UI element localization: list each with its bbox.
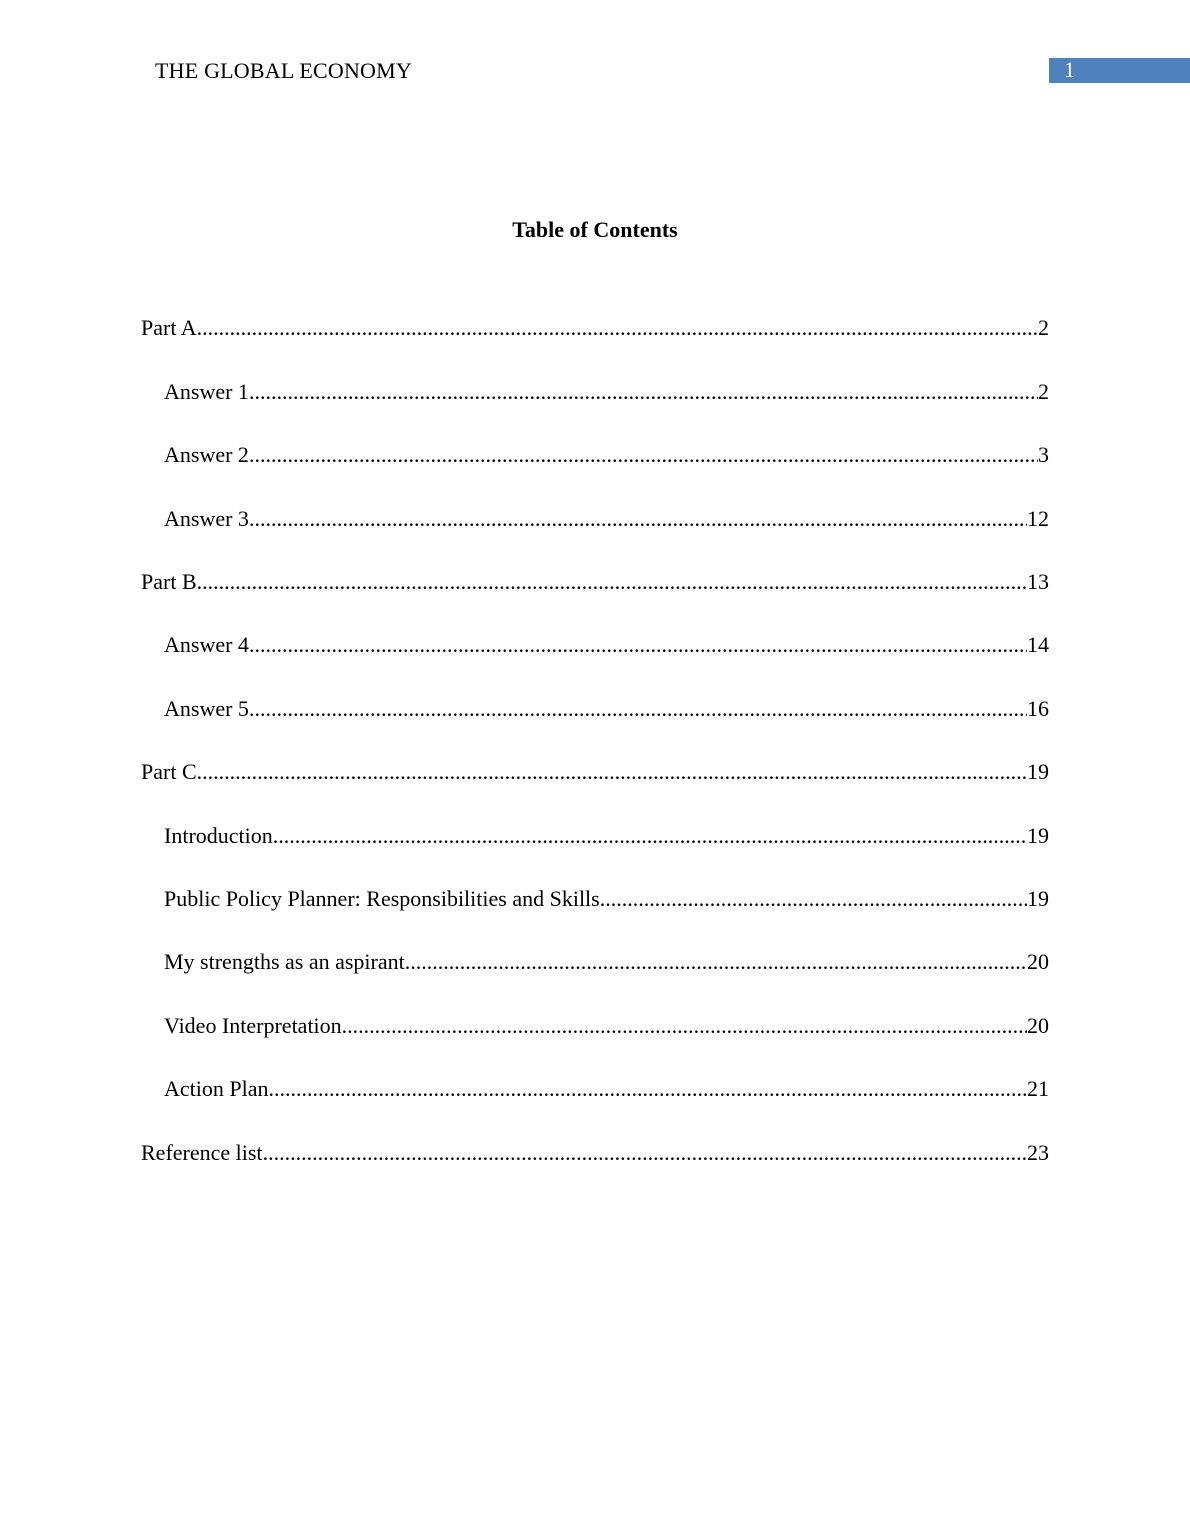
toc-entry-page: 21 [1027,1076,1049,1101]
toc-leader-dots [249,441,1038,469]
toc-leader-dots [269,1075,1028,1103]
toc-entry-page: 20 [1027,1013,1049,1038]
page-number-badge [1049,58,1190,83]
toc-entry-label: Reference list [141,1140,263,1165]
toc-entry-part-a[interactable] [141,314,1049,342]
toc-entry-introduction[interactable] [164,822,1049,850]
toc-entry-label: Part C [141,759,197,784]
toc-entry-label: Public Policy Planner: Responsibilities and Skills [164,886,600,911]
toc-entry-answer-4[interactable] [164,631,1049,659]
toc-entry-page: 19 [1027,886,1049,911]
toc-entry-part-b[interactable] [141,568,1049,596]
toc-leader-dots [249,505,1027,533]
toc-entry-label: Video Interpretation [164,1013,342,1038]
toc-entry-page: 3 [1038,442,1049,467]
toc-entry-my-strengths[interactable] [164,948,1049,976]
toc-entry-action-plan[interactable] [164,1075,1049,1103]
page-number: 1 [1064,57,1075,82]
toc-entry-page: 2 [1038,315,1049,340]
toc-entry-page: 2 [1038,379,1049,404]
running-head: THE GLOBAL ECONOMY [155,58,412,83]
toc-leader-dots [600,885,1027,913]
toc-leader-dots [405,948,1027,976]
toc-entry-answer-1[interactable] [164,378,1049,406]
toc-leader-dots [197,758,1027,786]
toc-leader-dots [249,378,1038,406]
toc-entry-label: Introduction [164,823,273,848]
toc-entry-label: Part A [141,315,197,340]
toc-title: Table of Contents [512,217,678,242]
toc-entry-page: 19 [1027,759,1049,784]
toc-leader-dots [263,1139,1027,1167]
toc-entry-page: 20 [1027,949,1049,974]
toc-entry-answer-2[interactable] [164,441,1049,469]
toc-entry-part-c[interactable] [141,758,1049,786]
toc-leader-dots [197,568,1027,596]
toc-entry-public-policy-planner[interactable] [164,885,1049,913]
toc-entry-label: Action Plan [164,1076,269,1101]
toc-entry-label: My strengths as an aspirant [164,949,405,974]
toc-entry-label: Answer 4 [164,632,249,657]
toc-entry-answer-3[interactable] [164,505,1049,533]
toc-entry-page: 23 [1027,1140,1049,1165]
toc-entry-label: Answer 3 [164,506,249,531]
toc-entry-page: 13 [1027,569,1049,594]
toc-leader-dots [249,631,1027,659]
toc-entry-label: Part B [141,569,197,594]
toc-entry-label: Answer 2 [164,442,249,467]
toc-entry-reference-list[interactable] [141,1139,1049,1167]
toc-entry-page: 16 [1027,696,1049,721]
toc-entry-page: 14 [1027,632,1049,657]
toc-entry-answer-5[interactable] [164,695,1049,723]
toc-entry-page: 19 [1027,823,1049,848]
toc-leader-dots [249,695,1027,723]
toc-entry-video-interpretation[interactable] [164,1012,1049,1040]
toc-leader-dots [273,822,1027,850]
toc-entry-label: Answer 5 [164,696,249,721]
toc-entry-label: Answer 1 [164,379,249,404]
toc-entry-page: 12 [1027,506,1049,531]
toc-leader-dots [197,314,1038,342]
toc-leader-dots [342,1012,1027,1040]
